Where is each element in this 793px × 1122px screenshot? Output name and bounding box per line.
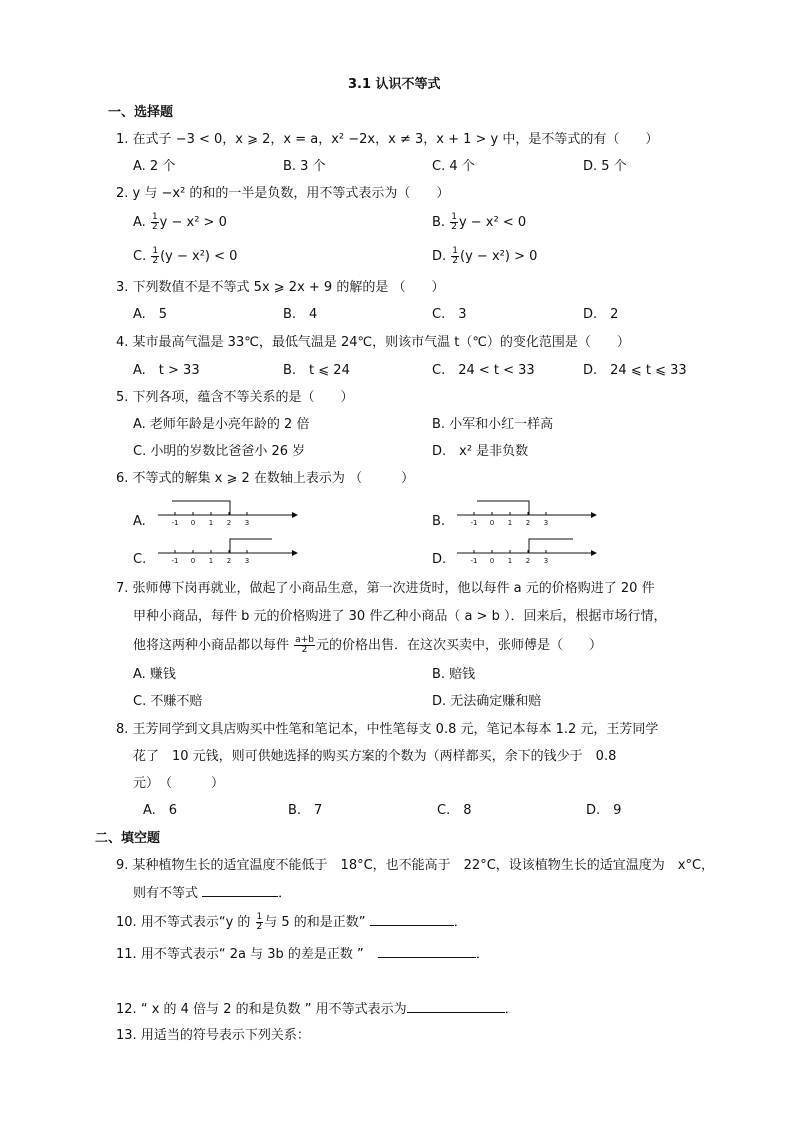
number-line-option-d [449,532,599,568]
question-text: 下列各项，蕴含不等关系的是（ ） [132,390,354,405]
option-a: A. 老师年龄是小亮年龄的 2 倍 [133,417,310,432]
solution-bracket [230,539,272,553]
tick-label: 1 [507,557,513,565]
question-8-line-2: 花了 10 元钱，则可供她选择的购买方案的个数为（两样都买，余下的钱少于 0.8 [133,749,617,764]
question-number: 13. [116,1028,137,1043]
question-4 [116,334,630,352]
question-number: 11. [116,947,137,962]
option-d: D. 24 ⩽ t ⩽ 33 [583,363,687,378]
question-number: 4. [116,335,129,350]
question-number: 8. [116,722,129,737]
section-heading-choice: 一、选择题 [108,105,174,120]
tick-label: 1 [208,557,214,565]
question-number: 7. [116,581,129,596]
number-line-ticks [471,512,549,527]
question-number: 1. [116,132,129,147]
tick-label: -1 [470,557,478,565]
option-d: D. 5 个 [583,159,627,174]
option-c-label: C. [133,552,147,567]
question-text: 张师傅下岗再就业，做起了小商品生意，第一次进货时，他以每件 a 元的价格购进了 20 件 [132,581,655,596]
option-d: D. 2 [583,307,619,322]
option-d: D. 9 [586,803,622,818]
option-b: B. 小军和小红一样高 [432,417,554,432]
number-line-ticks [172,550,250,565]
number-line-option-b [449,494,599,530]
tick-label: 0 [190,519,196,527]
question-12: 12. “ x 的 4 倍与 2 的和是负数 ” 用不等式表示为 ． [116,1002,518,1017]
fraction-one-half: $\frac{1}{2}$ [152,246,159,266]
section-heading-fill-blank: 二、填空题 [95,831,161,846]
tick-label: 3 [543,519,549,527]
answer-blank[interactable] [202,884,278,897]
tick-label: -1 [470,519,478,527]
tick-label: 2 [525,557,531,565]
option-c: C. 4 个 [432,159,475,174]
fraction-one-half: $\frac{1}{2}$ [452,246,459,266]
tick-label: 2 [525,519,531,527]
tick-label: 0 [190,557,196,565]
option-b: B. 赔钱 [432,667,476,682]
question-text: 某种植物生长的适宜温度不能低于 18°C，也不能高于 22°C，设该植物生长的适宜温度为 x°C， [132,858,715,873]
tick-label: -1 [171,519,179,527]
question-2 [116,185,449,203]
option-a: A. $\frac{1}{2}$ y − x² > 0 [133,212,227,232]
question-number: 2. [116,186,129,201]
option-d: D. 无法确定赚和赔 [432,694,542,709]
answer-blank[interactable] [370,913,454,926]
option-b-label: B. [432,514,446,529]
number-line-ticks [471,550,549,565]
question-7-line-1 [116,580,655,598]
option-a: A. 2 个 [133,159,176,174]
question-13: 13. 用适当的符号表示下列关系： [116,1028,310,1043]
option-a: A. 5 [133,307,168,322]
option-b: B. 7 [288,803,323,818]
question-11: 11. 用不等式表示“ 2a 与 3b 的差是正数 ” ． [116,947,489,962]
question-text: 不等式的解集 x ⩾ 2 在数轴上表示为 （ ） [132,471,415,486]
solution-bracket [172,501,230,515]
option-c: C. 3 [432,307,467,322]
question-text: 下列数值不是不等式 5x ⩾ 2x + 9 的解的是 （ ） [132,280,445,295]
question-9-line-1 [116,857,714,875]
solution-bracket [529,539,573,553]
solution-bracket [477,501,529,515]
question-number: 10. [116,915,137,930]
number-line-option-c [150,532,300,568]
option-b: B. t ⩽ 24 [283,363,350,378]
option-d: D. x² 是非负数 [432,444,529,459]
question-10: 10. 用不等式表示“y 的 $\frac{1}{2}$ 与 5 的和是正数” ． [116,912,467,932]
number-line-ticks [172,512,250,527]
tick-label: 1 [507,519,513,527]
question-number: 12. [116,1002,137,1017]
option-c: C. $\frac{1}{2}$ (y − x²) < 0 [133,246,238,266]
answer-blank[interactable] [378,945,476,958]
option-b: B. 4 [283,307,318,322]
tick-label: 3 [543,557,549,565]
option-b: B. $\frac{1}{2}$ y − x² < 0 [432,212,527,232]
tick-label: 3 [244,519,250,527]
tick-label: -1 [171,557,179,565]
option-c: C. 小明的岁数比爸爸小 26 岁 [133,444,306,459]
tick-label: 1 [208,519,214,527]
option-c: C. 8 [437,803,472,818]
question-6 [116,470,414,488]
option-a: A. t > 33 [133,363,200,378]
question-3 [116,279,444,297]
question-number: 9. [116,858,129,873]
question-number: 6. [116,471,129,486]
answer-blank[interactable] [407,1000,505,1013]
option-a: A. 6 [143,803,178,818]
option-b: B. 3 个 [283,159,326,174]
fraction-one-half: $\frac{1}{2}$ [451,212,457,232]
tick-label: 0 [489,557,495,565]
option-a: A. 赚钱 [133,667,176,682]
question-9-line-2: 则有不等式 ． [133,886,292,901]
option-d: D. $\frac{1}{2}$ (y − x²) > 0 [432,246,538,266]
question-8-line-3: 元） （ ） [133,776,225,791]
question-number: 3. [116,280,129,295]
question-text: 某市最高气温是 33℃，最低气温是 24℃，则该市气温 t（℃）的变化范围是（ ） [132,335,630,350]
tick-label: 2 [226,519,232,527]
tick-label: 3 [244,557,250,565]
question-7-line-3: 他将这两种小商品都以每件 $\frac{a+b}{2}$ 元的价格出售．在这次买卖中，张师傅是（ ） [133,635,602,655]
fraction-one-half: $\frac{1}{2}$ [256,912,263,932]
question-1 [116,131,658,149]
option-c: C. 24 < t < 33 [432,363,535,378]
option-d-label: D. [432,552,447,567]
question-text: 在式子 [132,132,172,147]
question-text: y 与 −x² 的和的一半是负数，用不等式表示为（ ） [132,186,450,201]
question-text: 中，是不等式的有（ ） [502,132,659,147]
question-7-line-2: 甲种小商品，每件 b 元的价格购进了 30 件乙种小商品（ a > b ）．回来后，根据市场行情， [133,609,667,624]
option-a-label: A. [133,514,146,529]
option-c: C. 不赚不赔 [133,694,203,709]
question-text: 王芳同学到文具店购买中性笔和笔记本，中性笔每支 0.8 元，笔记本每本 1.2 元，王芳同学 [132,722,659,737]
math-expression: −3 < 0，x ⩾ 2，x = a，x² −2x，x ≠ 3，x + 1 > y [175,132,499,147]
tick-label: 0 [489,519,495,527]
page-title: 3.1 认识不等式 [348,77,441,92]
fraction-one-half: $\frac{1}{2}$ [151,212,158,232]
number-line-option-a [150,494,300,530]
question-number: 5. [116,390,129,405]
question-8-line-1 [116,721,658,739]
question-5 [116,389,354,407]
fraction-a-plus-b-over-2: $\frac{a+b}{2}$ [295,635,314,655]
tick-label: 2 [226,557,232,565]
